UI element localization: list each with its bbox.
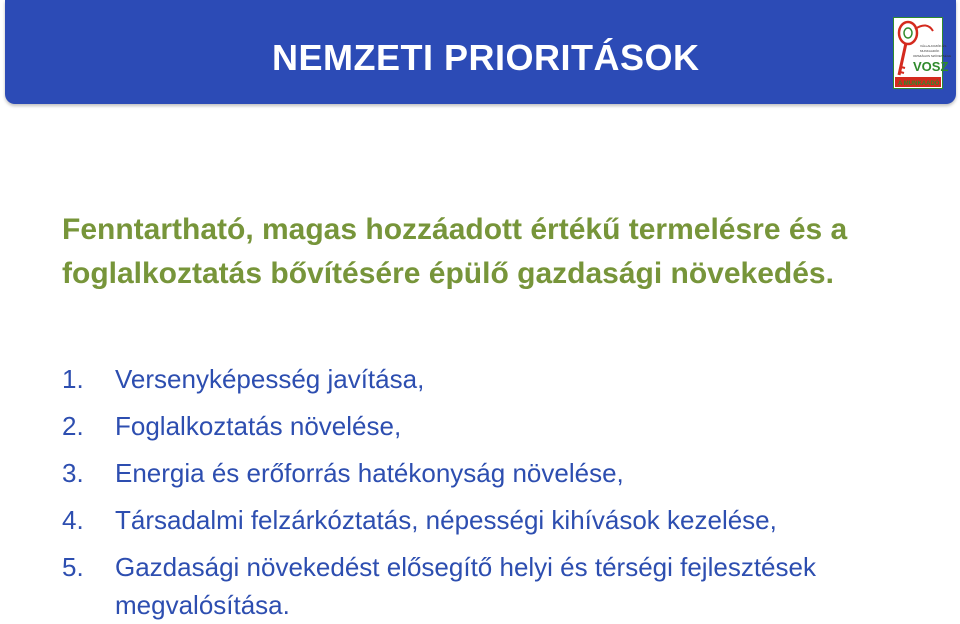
vosz-key-logo-icon	[893, 17, 952, 89]
list-item-number: 1.	[62, 364, 84, 394]
list-item-text: Társadalmi felzárkóztatás, népességi kihívások kezelése,	[115, 505, 777, 535]
priorities-list	[62, 356, 942, 624]
logo-text-1: VÁLLALKOZÓK ÉS	[920, 44, 947, 48]
list-item-text: Foglalkoztatás növelése,	[115, 411, 402, 441]
slide-title: NEMZETI PRIORITÁSOK	[272, 37, 700, 78]
list-item-text-continued: megvalósítása.	[115, 590, 290, 620]
vosz-logo	[893, 17, 952, 89]
list-item	[62, 548, 942, 624]
subtitle-line-1: Fenntartható, magas hozzáadott értékű termelésre és a	[62, 213, 848, 246]
list-item-number: 2.	[62, 411, 84, 441]
logo-text-3: ORSZÁGOS SZÖVETSÉGE	[913, 54, 952, 58]
logo-text-vosz: VOSZ	[913, 59, 949, 74]
list-item-number: 4.	[62, 505, 84, 535]
subtitle-line-2: foglalkoztatás bővítésére épülő gazdasági növekedés.	[62, 257, 834, 290]
title-bar	[5, 0, 956, 104]
list-item-text: Energia és erőforrás hatékonyság növelése,	[115, 458, 624, 488]
list-item-number: 3.	[62, 458, 84, 488]
logo-text-2: MUNKAADÓK	[920, 49, 940, 53]
list-item-text: Gazdasági növekedést elősegítő helyi és térségi fejlesztések	[115, 552, 816, 582]
list-item	[62, 450, 942, 497]
subtitle	[62, 208, 942, 296]
list-item	[62, 403, 942, 450]
list-item	[62, 356, 942, 403]
logo-text-munkaado: A MUNKAADÓ	[898, 81, 940, 87]
list-item-number: 5.	[62, 552, 84, 582]
list-item	[62, 497, 942, 544]
list-item-text: Versenyképesség javítása,	[115, 364, 425, 394]
